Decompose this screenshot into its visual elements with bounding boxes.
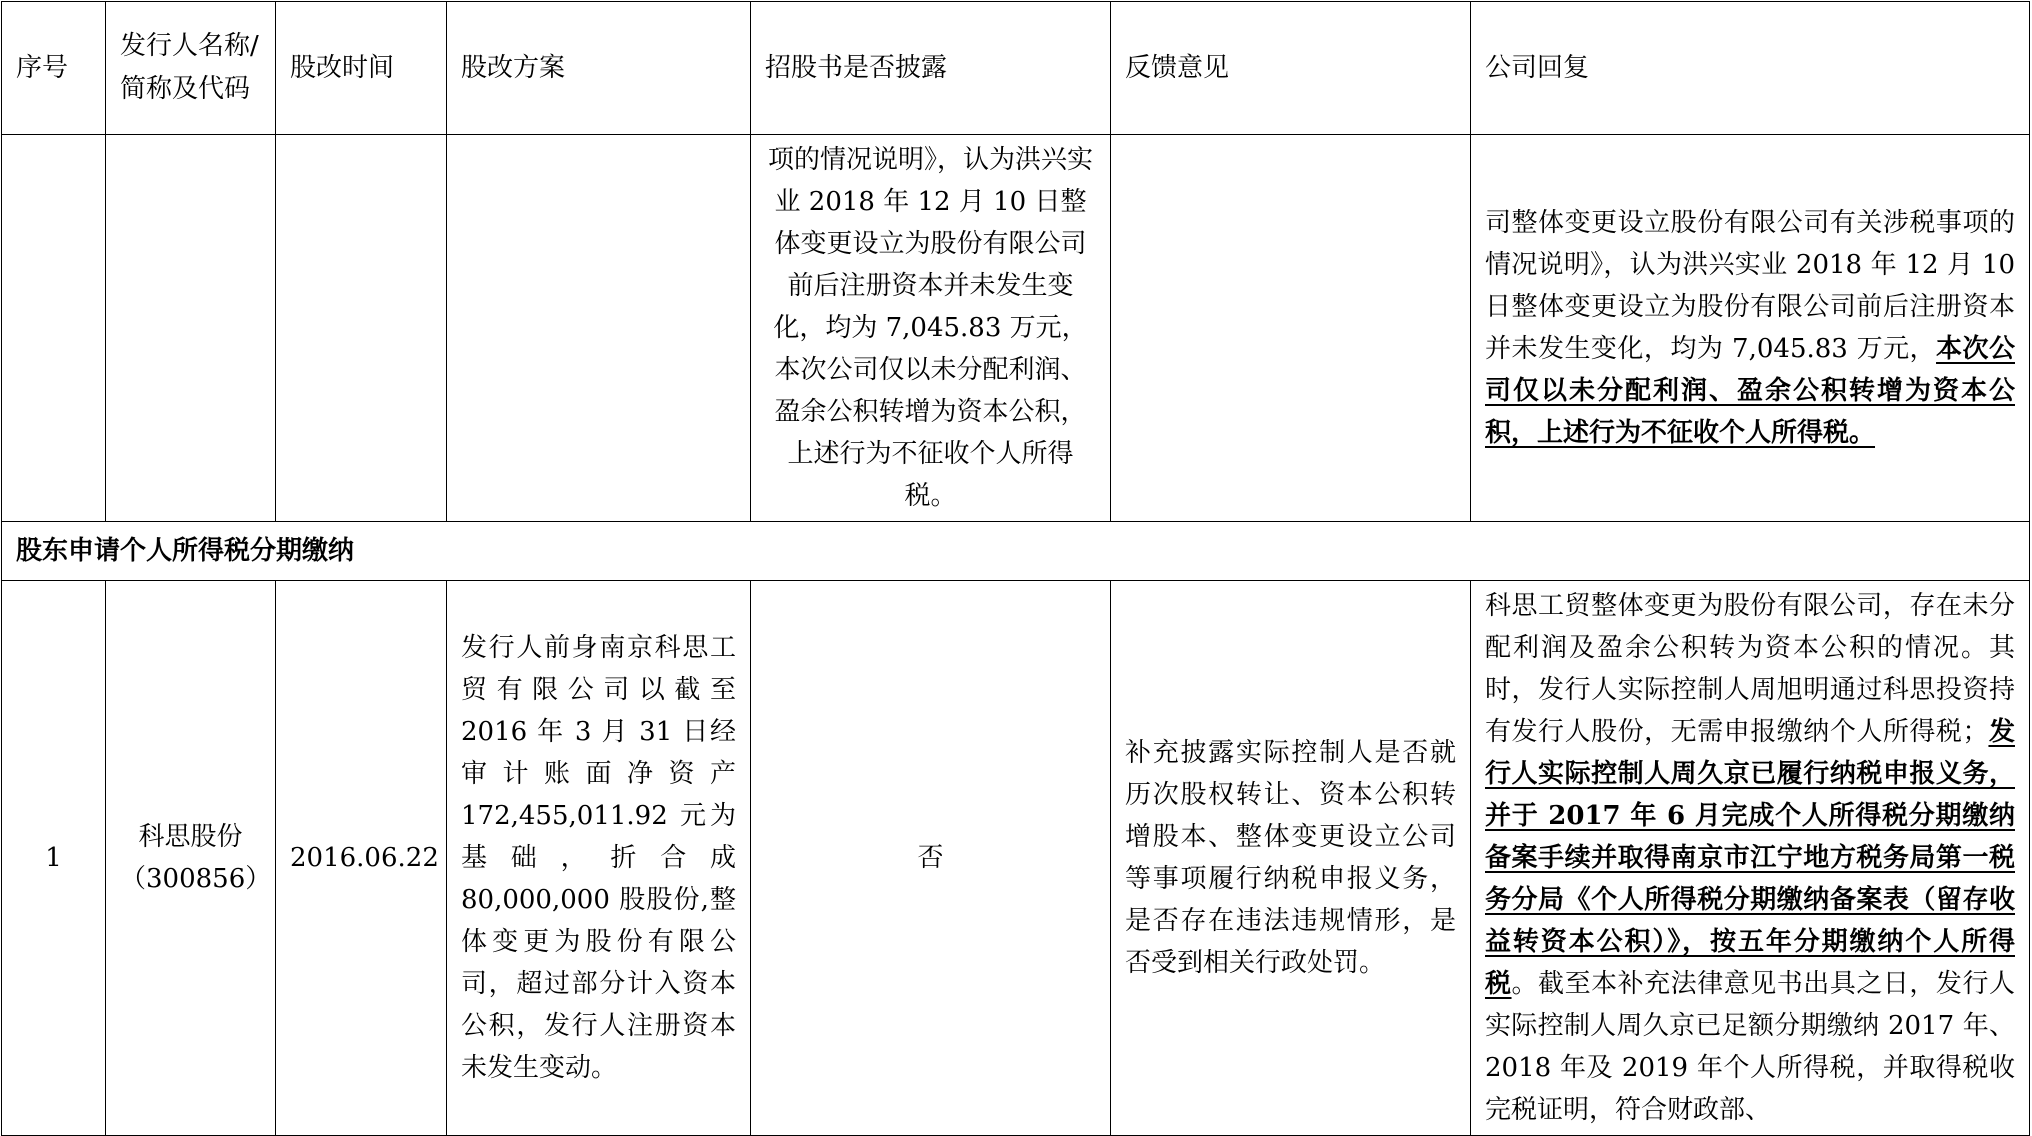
header-reply: 公司回复 [1471, 2, 2030, 135]
row1-reply-part1: 科思工贸整体变更为股份有限公司，存在未分配利润及盈余公积转为资本公积的情况。其时，发行人实际控制人周旭明通过科思投资持有发行人股份，无需申报缴纳个人所得税； [1485, 591, 2015, 747]
row1-plan: 发行人前身南京科思工贸有限公司以截至 2016 年 3 月 31 日经审计账面净资产 172,455,011.92 元为基础，折合成 80,000,000 股股份,整体变更为股份有限公司，超过部分计入资本公积，发行人注册资本未发生变动。 [447, 581, 751, 1136]
cont-date-cell [276, 135, 447, 522]
row1-no: 1 [2, 581, 106, 1136]
table-row [2, 581, 2030, 1136]
cont-reply-cell [1471, 135, 2030, 522]
row1-reply-part2: 。截至本补充法律意见书出具之日，发行人实际控制人周久京已足额分期缴纳 2017 年、2018 年及 2019 年个人所得税，并取得税收完税证明，符合财政部、 [1485, 969, 2015, 1125]
section-row [2, 522, 2030, 581]
header-feedback: 反馈意见 [1111, 2, 1471, 135]
ipo-tax-table [1, 1, 2030, 1136]
row1-disclosed: 否 [751, 581, 1111, 1136]
section-title: 股东申请个人所得税分期缴纳 [2, 522, 2030, 581]
row1-issuer-name: 科思股份 [138, 822, 243, 852]
cont-disclosed-text: 项的情况说明》，认为洪兴实业 2018 年 12 月 10 日整体变更设立为股份有限公司前后注册资本并未发生变化，均为 7,045.83 万元，本次公司仅以未分配利润、盈余公积转增为资本公积，上述行为不征收个人所得税。 [767, 145, 1093, 511]
continuation-row [2, 135, 2030, 522]
cont-reply-text: 司整体变更设立股份有限公司有关涉税事项的情况说明》，认为洪兴实业 2018 年 12 月 10 日整体变更设立为股份有限公司前后注册资本并未发生变化，均为 7,045.83 万元， [1485, 208, 2015, 364]
row1-issuer-code: （300856） [120, 864, 272, 894]
row1-reply-emphasis: 发行人实际控制人周久京已履行纳税申报义务，并于 2017 年 6 月完成个人所得税分期缴纳备案手续并取得南京市江宁地方税务局第一税务分局《个人所得税分期缴纳备案表（留存收益转资本公积）》，按五年分期缴纳个人所得税 [1485, 717, 2015, 999]
header-disclosed: 招股书是否披露 [751, 2, 1111, 135]
cont-plan-cell [447, 135, 751, 522]
row1-feedback: 补充披露实际控制人是否就历次股权转让、资本公积转增股本、整体变更设立公司等事项履行纳税申报义务，是否存在违法违规情形，是否受到相关行政处罚。 [1111, 581, 1471, 1136]
cont-feedback-cell [1111, 135, 1471, 522]
cont-disclosed-cell [751, 135, 1111, 522]
header-plan: 股改方案 [447, 2, 751, 135]
cont-reply-emphasis: 本次公司仅以未分配利润、盈余公积转增为资本公积，上述行为不征收个人所得税。 [1485, 334, 2015, 448]
header-row [2, 2, 2030, 135]
header-issuer: 发行人名称/简称及代码 [106, 2, 276, 135]
header-date: 股改时间 [276, 2, 447, 135]
row1-issuer [106, 581, 276, 1136]
header-no: 序号 [2, 2, 106, 135]
cont-issuer-cell [106, 135, 276, 522]
row1-date: 2016.06.22 [276, 581, 447, 1136]
row1-reply [1471, 581, 2030, 1136]
cont-no-cell [2, 135, 106, 522]
